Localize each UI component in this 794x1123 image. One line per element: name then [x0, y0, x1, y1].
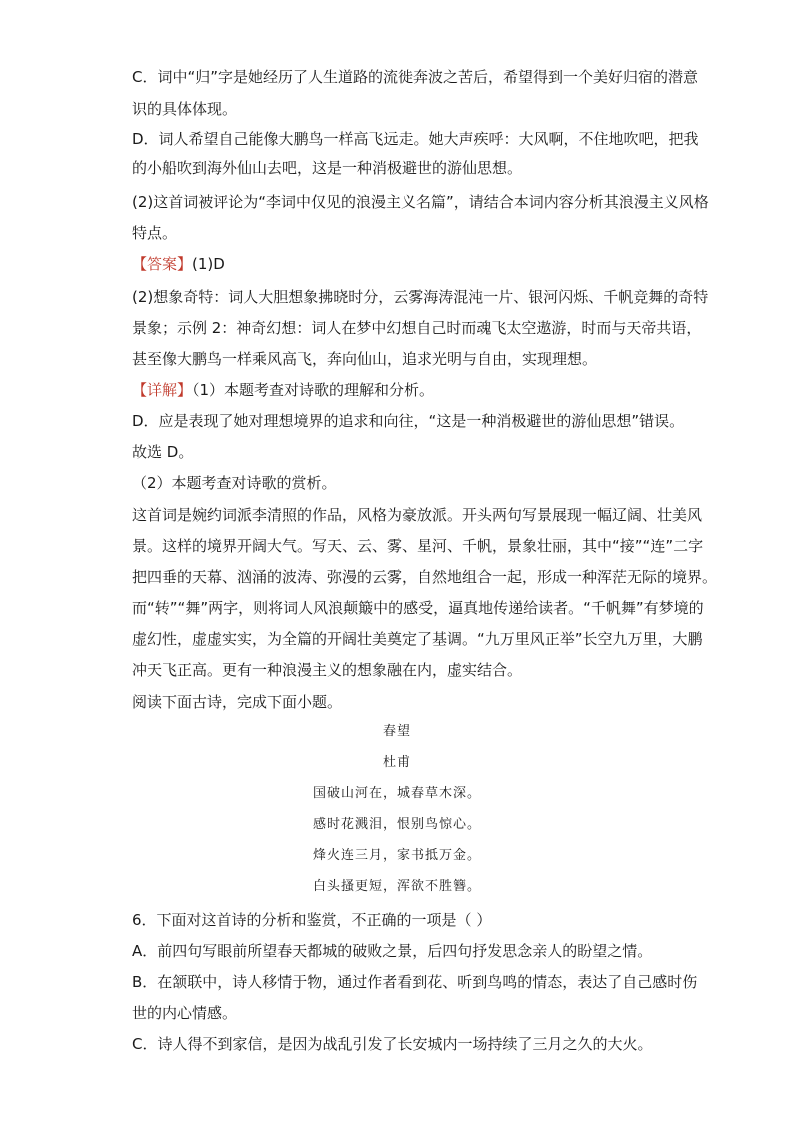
poem-line-2: 感时花溅泪，恨别鸟惊心。 [312, 817, 481, 832]
analysis-line-2: 景。这样的境界开阔大气。写天、云、雾、星河、千帆，景象壮丽，其中“接”“连”二字 [132, 537, 704, 555]
detail-line [132, 380, 672, 400]
question-6: 6．下面对这首诗的分析和鉴赏，不正确的一项是（ ） [132, 911, 492, 929]
detail-choice-line: 故选 D。 [132, 443, 194, 461]
detail-tag: 【详解】 [132, 381, 193, 399]
poem-title: 春望 [382, 724, 411, 739]
analysis-line-4: 而“转”“舞”两字，则将词人风浪颠簸中的感受，逼真地传递给读者。“千帆舞”有梦境的 [132, 599, 704, 617]
question-2-line-1: (2)这首词被评论为“李词中仅见的浪漫主义名篇”，请结合本词内容分析其浪漫主义风格 [132, 193, 709, 211]
option-d-line-2: 的小船吹到海外仙山去吧，这是一种消极避世的游仙思想。 [132, 159, 523, 177]
analysis-line-6: 冲天飞正高。更有一种浪漫主义的想象融在内，虚实结合。 [132, 661, 523, 679]
poem-line-1: 国破山河在，城春草木深。 [312, 786, 481, 801]
answer-2-line-1: (2)想象奇特：词人大胆想象拂晓时分，云雾海涛混沌一片、银河闪烁、千帆竞舞的奇特 [132, 288, 709, 306]
analysis-line-3: 把四垂的天幕、汹涌的波涛、弥漫的云雾，自然地组合一起，形成一种浑茫无际的境界。 [132, 568, 718, 586]
poem-line-3: 烽火连三月，家书抵万金。 [312, 848, 481, 863]
option-b-line-1: B．在颔联中，诗人移情于物，通过作者看到花、听到鸟鸣的情态，表达了自己感时伤 [132, 973, 698, 991]
poem-line-4: 白头搔更短，浑欲不胜簪。 [312, 879, 481, 894]
option-b-line-2: 世的内心情感。 [132, 1004, 238, 1022]
detail-2-heading: （2）本题考查对诗歌的赏析。 [132, 474, 337, 492]
analysis-line-5: 虚幻性，虚虚实实，为全篇的开阔壮美奠定了基调。“九万里风正举”长空九万里，大鹏 [132, 630, 703, 648]
answer-2-line-2: 景象；示例 2：神奇幻想：词人在梦中幻想自己时而魂飞太空遨游，时而与天帝共语， [132, 319, 702, 337]
option-c-line-2: 识的具体体现。 [132, 100, 238, 118]
option-c-line-1: C．词中“归”字是她经历了人生道路的流徙奔波之苦后，希望得到一个美好归宿的潜意 [132, 68, 699, 86]
option-d-line-1: D．词人希望自己能像大鹏鸟一样高飞远走。她大声疾呼：大风啊，不住地吹吧，把我 [132, 130, 699, 148]
answer-2-line-3: 甚至像大鹏鸟一样乘风高飞，奔向仙山，追求光明与自由，实现理想。 [132, 350, 598, 368]
reading-instruction: 阅读下面古诗，完成下面小题。 [132, 693, 343, 711]
question-2-line-2: 特点。 [132, 224, 178, 242]
poem-author: 杜甫 [382, 755, 411, 770]
analysis-line-1: 这首词是婉约词派李清照的作品，风格为豪放派。开头两句写景展现一幅辽阔、壮美风 [132, 506, 703, 524]
detail-text: （1）本题考查对诗歌的理解和分析。 [192, 381, 435, 399]
answer-line [132, 254, 672, 274]
answer-tag: 【答案】 [132, 255, 193, 273]
answer-text: (1)D [192, 255, 225, 273]
option-a: A．前四句写眼前所望春天都城的破败之景，后四句抒发思念亲人的盼望之情。 [132, 942, 653, 960]
detail-d-line: D．应是表现了她对理想境界的追求和向往，“这是一种消极避世的游仙思想”错误。 [132, 412, 685, 430]
option-c-q6: C．诗人得不到家信，是因为战乱引发了长安城内一场持续了三月之久的大火。 [132, 1035, 653, 1053]
